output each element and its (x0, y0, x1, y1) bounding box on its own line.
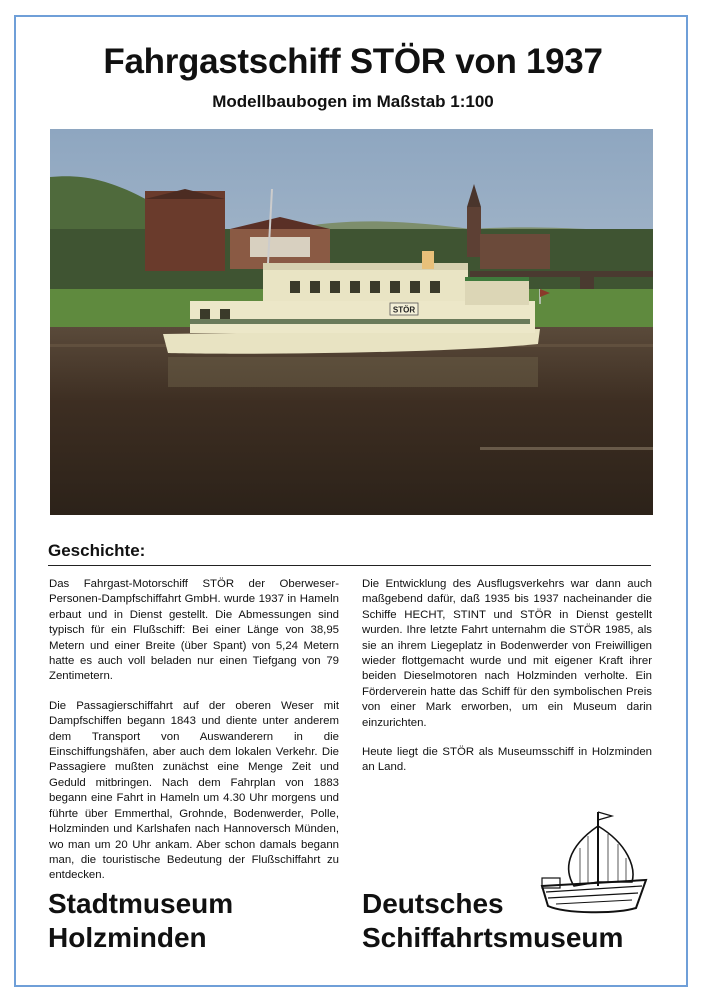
footer-line: Deutsches (362, 888, 504, 919)
river-boat-photo (50, 129, 653, 515)
footer-line: Holzminden (48, 922, 207, 953)
section-heading: Geschichte: (48, 541, 146, 560)
section-divider (48, 565, 651, 566)
page-title: Fahrgastschiff STÖR von 1937 (103, 42, 603, 81)
paragraph: Die Passagierschiffahrt auf der oberen Weser mit Dampfschiffen begann 1843 und diente unter anderem dem Transport von Auswanderern in die Einschiffungshäfen, aber auch dem lokalen Verkehr. Die Passagiere mußten zunächst eine Menge Zeit und Geduld mitbringen. Nach dem Fahrplan von 1883 begann eine Fahrt in Hameln um 4.30 Uhr morgens und führte über Emmerthal, Grohnde, Bodenwerder, Polle, Holzminden und Karlshafen nach Hannoversch Münden, wo man um 20 Uhr ankam. Aber schon damals begann man, die touristische Bedeutung der Flußschiffahrt zu entdecken. (49, 699, 339, 882)
footer-line: Schiffahrtsmuseum (362, 922, 624, 953)
paragraph: Heute liegt die STÖR als Museumsschiff in Holzminden an Land. (362, 746, 652, 774)
boat-name-label: STÖR (392, 305, 416, 315)
paragraph: Die Entwicklung des Ausflugsverkehrs war dann auch maßgebend dafür, daß 1935 bis 1937 nacheinander die Schiffe HECHT, STINT und STÖR in Dienst gestellt wurden. Ihre letzte Fahrt unternahm die STÖR 1985, als sie an ihrem Liegeplatz in Bodenwerder von Freiwilligen wieder flottgemacht wurde und mit eigener Kraft ihrer beiden Dieselmotoren nach Holzminden verholte. Ein Förderverein hatte das Schiff für den symbolischen Preis von einer Mark erworben, um ein Museum darin einzurichten. (362, 578, 652, 729)
history-text-right-column (362, 577, 652, 790)
museum-name-right (362, 887, 623, 955)
history-text-left-column (49, 577, 339, 898)
museum-name-left (48, 887, 233, 955)
footer-line: Stadtmuseum (48, 888, 234, 919)
paragraph: Das Fahrgast-Motorschiff STÖR der Oberweser-Personen-Dampfschiffahrt GmbH. wurde 1937 in Hameln erbaut und in Dienst gestellt. Die Abmessungen sind typisch für ein Flußschiff: Bei einer Länge von 38,95 Metern und einer Breite (über Spant) von 5,24 Metern hatte es auch voll beladen nur einen Tiefgang von 79 Zentimetern. (49, 578, 339, 683)
page-subtitle: Modellbaubogen im Maßstab 1:100 (212, 92, 494, 111)
